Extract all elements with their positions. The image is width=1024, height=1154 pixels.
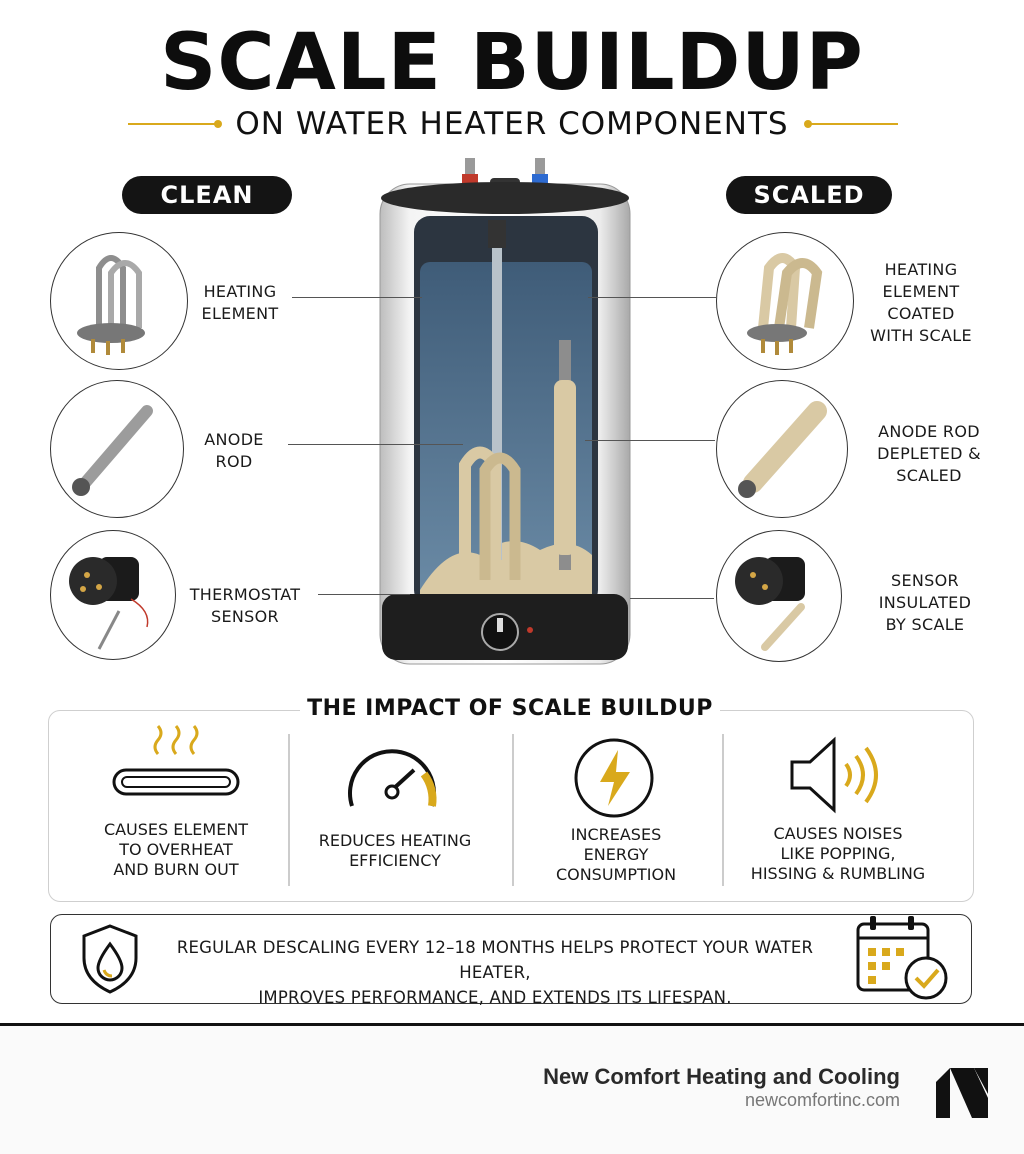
impact-title: THE IMPACT OF SCALE BUILDUP	[300, 694, 720, 724]
label-scaled-heating-element: HEATING ELEMENT COATED WITH SCALE	[870, 260, 972, 345]
heating-element-icon	[51, 233, 187, 369]
leader-scaled-heating-element	[588, 297, 716, 298]
scaled-anode-rod-circle	[716, 380, 848, 518]
clean-thermostat-circle	[50, 530, 176, 660]
leader-scaled-sensor	[630, 598, 714, 599]
scaled-anode-rod-icon	[717, 381, 847, 517]
speaker-icon	[788, 734, 884, 816]
impact-divider-3	[722, 734, 724, 886]
anode-rod-icon	[51, 381, 183, 517]
scaled-pill: SCALED	[726, 176, 892, 214]
leader-anode-rod	[288, 444, 463, 445]
label-anode-rod: ANODE ROD	[204, 430, 264, 471]
impact-divider-1	[288, 734, 290, 886]
thermostat-icon	[51, 531, 175, 659]
clean-heating-element-circle	[50, 232, 188, 370]
impact-text-overheat: CAUSES ELEMENT TO OVERHEAT AND BURN OUT	[103, 820, 249, 879]
leader-heating-element	[292, 297, 422, 298]
scaled-sensor-circle	[716, 530, 842, 662]
impact-text-energy: INCREASES ENERGY CONSUMPTION	[555, 825, 677, 884]
calendar-check-icon	[852, 912, 952, 1004]
company-website: newcomfortinc.com	[744, 1090, 900, 1110]
overheat-element-icon	[108, 722, 244, 802]
label-scaled-sensor: SENSOR INSULATED BY SCALE	[878, 571, 972, 634]
label-scaled-anode-rod: ANODE ROD DEPLETED & SCALED	[877, 422, 981, 485]
label-thermostat-sensor: THERMOSTAT SENSOR	[189, 585, 301, 626]
impact-text-efficiency: REDUCES HEATING EFFICIENCY	[318, 831, 472, 870]
scaled-sensor-icon	[717, 531, 841, 661]
impact-divider-2	[512, 734, 514, 886]
company-name: New Comfort Heating and Cooling	[543, 1064, 900, 1089]
clean-anode-rod-circle	[50, 380, 184, 518]
impact-text-noise: CAUSES NOISES LIKE POPPING, HISSING & RUMBLING	[750, 824, 926, 883]
lightning-icon	[572, 736, 656, 820]
clean-pill: CLEAN	[122, 176, 292, 214]
subtitle-right-rule	[810, 123, 898, 125]
label-heating-element: HEATING ELEMENT	[201, 282, 279, 323]
descaling-tip-text: REGULAR DESCALING EVERY 12–18 MONTHS HELPS PROTECT YOUR WATER HEATER, IMPROVES PERFORMANCE, AND EXTENDS ITS LIFESPAN.	[176, 938, 814, 1007]
scaled-heating-element-circle	[716, 232, 854, 370]
page-subtitle: ON WATER HEATER COMPONENTS	[235, 106, 789, 142]
shield-water-drop-icon	[78, 922, 142, 996]
leader-thermostat	[318, 594, 410, 595]
scaled-heating-element-icon	[717, 233, 853, 369]
subtitle-row	[0, 104, 1024, 144]
company-logo-icon	[934, 1064, 990, 1120]
water-heater-cutaway-illustration	[370, 150, 640, 675]
gauge-icon	[344, 736, 440, 812]
leader-scaled-anode-rod	[585, 440, 715, 441]
page-title: SCALE BUILDUP	[160, 18, 864, 108]
